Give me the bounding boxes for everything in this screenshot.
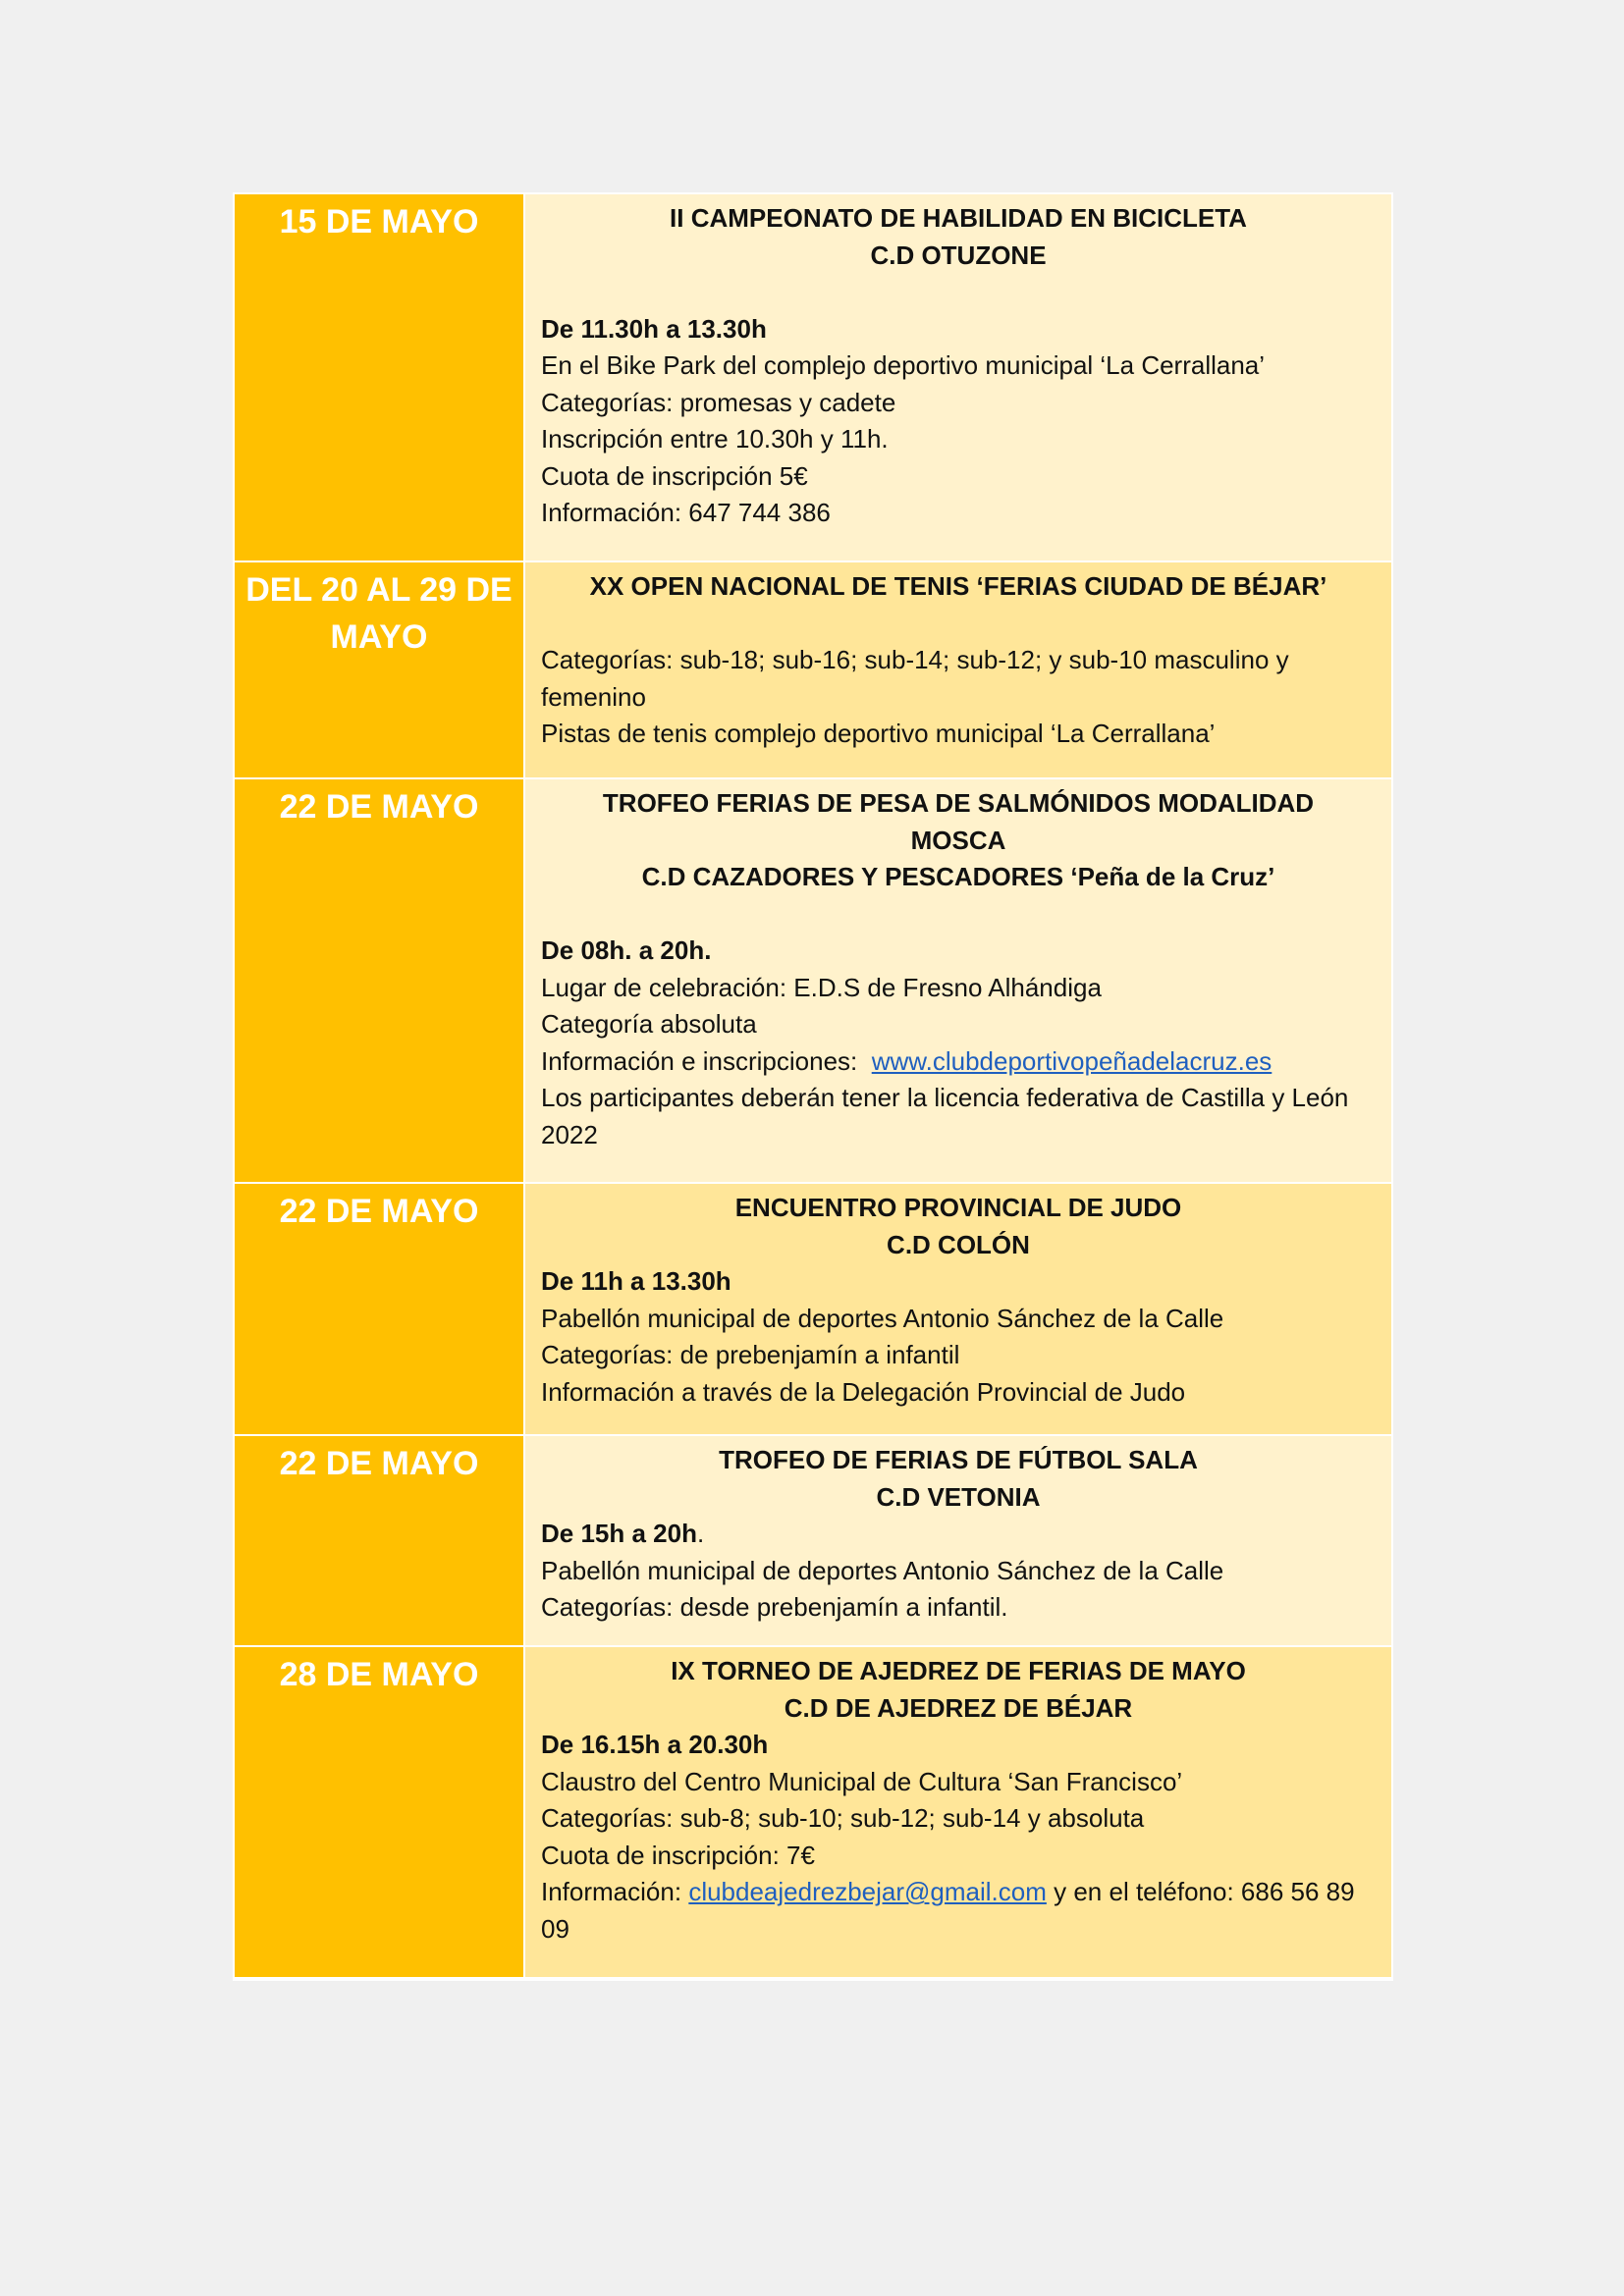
event-organizer: C.D VETONIA [876,1481,1041,1512]
event-line: Pistas de tenis complejo deportivo municipal ‘La Cerrallana’ [541,719,1216,748]
event-info-line [541,1043,1376,1081]
event-details [525,1647,1391,1979]
event-line: Pabellón municipal de deportes Antonio Sánchez de la Calle [541,1555,1224,1585]
event-date: DEL 20 AL 29 DE MAYO [235,562,525,779]
event-organizer: C.D CAZADORES Y PESCADORES ‘Peña de la Cruz’ [641,862,1275,891]
event-line: Cuota de inscripción: 7€ [541,1840,815,1870]
event-line: Categorías: promesas y cadete [541,387,896,417]
info-tail: y en el teléfono: 686 56 89 09 [541,1877,1355,1944]
event-title: ENCUENTRO PROVINCIAL DE JUDO [734,1193,1182,1222]
event-details [525,194,1391,562]
event-line: Categorías: desde prebenjamín a infantil. [541,1592,1008,1622]
event-time: De 11h a 13.30h [541,1266,731,1296]
event-date: 22 DE MAYO [235,779,525,1184]
event-line: Lugar de celebración: E.D.S de Fresno Alhándiga [541,972,1102,1002]
event-time: De 15h a 20h [541,1519,697,1548]
event-line: Categorías: sub-8; sub-10; sub-12; sub-14 y absoluta [541,1803,1145,1833]
event-line: Información a través de la Delegación Provincial de Judo [541,1376,1186,1407]
event-title: IX TORNEO DE AJEDREZ DE FERIAS DE MAYO [671,1656,1246,1685]
event-organizer: C.D DE AJEDREZ DE BÉJAR [784,1692,1133,1723]
event-time: De 16.15h a 20.30h [541,1730,769,1759]
event-details [525,1436,1391,1647]
event-line: En el Bike Park del complejo deportivo municipal ‘La Cerrallana’ [541,350,1266,380]
event-line: Información: 647 744 386 [541,498,831,527]
info-label: Información: [541,1877,682,1906]
event-line: Cuota de inscripción 5€ [541,460,808,491]
event-date: 22 DE MAYO [235,1436,525,1647]
event-row [235,1647,1391,1979]
event-date: 28 DE MAYO [235,1647,525,1979]
event-line: Los participantes deberán tener la licencia federativa de Castilla y León 2022 [541,1083,1349,1149]
event-line: Categorías: de prebenjamín a infantil [541,1340,960,1369]
website-link[interactable]: www.clubdeportivopeñadelacruz.es [871,1045,1272,1076]
event-details [525,1184,1391,1436]
event-title: TROFEO FERIAS DE PESA DE SALMÓNIDOS MODALIDAD MOSCA [602,788,1315,855]
event-time: De 08h. a 20h. [541,935,712,965]
event-row [235,194,1391,562]
event-organizer: C.D COLÓN [887,1229,1030,1259]
info-label: Información e inscripciones: [541,1045,858,1076]
event-line: Categoría absoluta [541,1009,757,1039]
event-row [235,1436,1391,1647]
event-title: II CAMPEONATO DE HABILIDAD EN BICICLETA [670,203,1247,233]
events-table [233,192,1393,1981]
event-title: TROFEO DE FERIAS DE FÚTBOL SALA [719,1445,1198,1474]
event-line: Inscripción entre 10.30h y 11h. [541,424,889,454]
event-date: 22 DE MAYO [235,1184,525,1436]
event-line: Pabellón municipal de deportes Antonio Sánchez de la Calle [541,1303,1224,1333]
event-details [525,562,1391,779]
event-row [235,779,1391,1184]
event-organizer: C.D OTUZONE [870,240,1047,270]
event-line: Claustro del Centro Municipal de Cultura ‘San Francisco’ [541,1766,1183,1796]
event-title: XX OPEN NACIONAL DE TENIS ‘FERIAS CIUDAD DE BÉJAR’ [589,571,1327,601]
event-time: De 11.30h a 13.30h [541,313,767,344]
event-row [235,1184,1391,1436]
event-details [525,779,1391,1184]
event-date: 15 DE MAYO [235,194,525,562]
event-time-line [541,1516,1376,1553]
event-info-line [541,1874,1376,1948]
event-time-suffix: . [696,1519,705,1548]
email-link[interactable]: clubdeajedrezbejar@gmail.com [688,1877,1047,1906]
event-row [235,562,1391,779]
event-line: Categorías: sub-18; sub-16; sub-14; sub-12; y sub-10 masculino y femenino [541,645,1289,712]
